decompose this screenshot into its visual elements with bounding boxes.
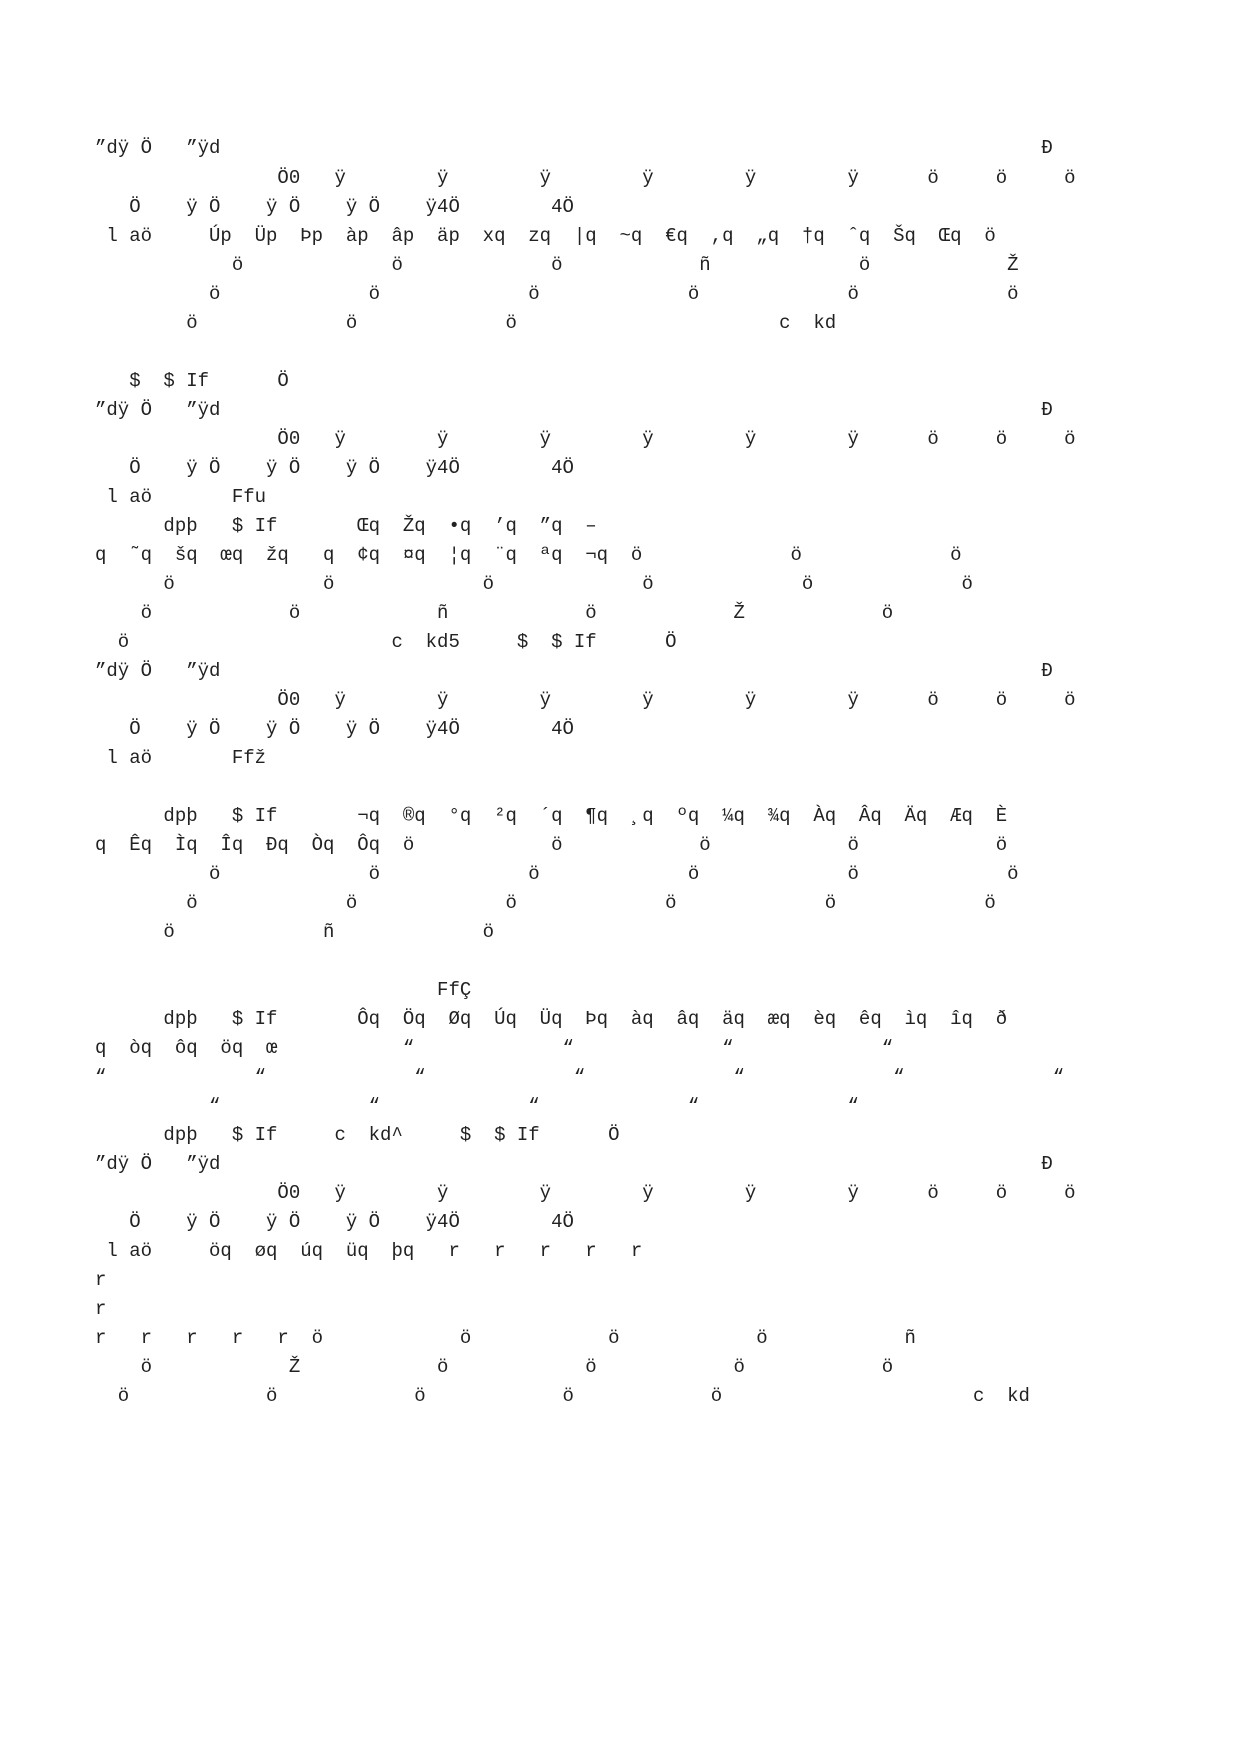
text-line: r r r r r ö ö ö ö ñ xyxy=(95,1327,916,1349)
text-line: “ “ “ “ “ “ “ xyxy=(95,1066,1065,1088)
text-line: l aö Ffž xyxy=(95,747,267,769)
text-line: dpþ $ If ¬q ®q °q ²q ´q ¶q ¸q ºq ¼q ¾q Àq Âq Äq Æq È xyxy=(95,805,1008,827)
text-line: ö ö ö c kd xyxy=(95,312,837,334)
text-line: dpþ $ If c kd^ $ $ If Ö xyxy=(95,1124,620,1146)
text-line: Ö ÿ Ö ÿ Ö ÿ Ö ÿ4Ö 4Ö xyxy=(95,196,574,218)
text-line: ö ö ö ñ ö Ž xyxy=(95,254,1019,276)
text-line: $ $ If Ö xyxy=(95,370,289,392)
text-line xyxy=(95,340,1155,364)
text-line: ”dÿ Ö ”ÿd Ð xyxy=(95,399,1053,421)
text-line: Ö0 ÿ ÿ ÿ ÿ ÿ ÿ ö ö ö xyxy=(95,689,1076,711)
text-line xyxy=(95,949,1155,973)
text-line: ö ö ö ö ö ö xyxy=(95,573,973,595)
text-line: ö c kd5 $ $ If Ö xyxy=(95,631,677,653)
text-line: Ö ÿ Ö ÿ Ö ÿ Ö ÿ4Ö 4Ö xyxy=(95,718,574,740)
text-line: dpþ $ If Ôq Öq Øq Úq Üq Þq àq âq äq æq èq êq ìq îq ð xyxy=(95,1008,1008,1030)
text-line: Ö0 ÿ ÿ ÿ ÿ ÿ ÿ ö ö ö xyxy=(95,167,1076,189)
text-line: ö ö ö ö ö ö xyxy=(95,863,1019,885)
text-line: ”dÿ Ö ”ÿd Ð xyxy=(95,137,1053,159)
text-line: l aö Ffu xyxy=(95,486,267,508)
text-line: Ö0 ÿ ÿ ÿ ÿ ÿ ÿ ö ö ö xyxy=(95,1182,1076,1204)
text-line: Ö0 ÿ ÿ ÿ ÿ ÿ ÿ ö ö ö xyxy=(95,428,1076,450)
text-line: Ö ÿ Ö ÿ Ö ÿ Ö ÿ4Ö 4Ö xyxy=(95,1211,574,1233)
text-line: ”dÿ Ö ”ÿd Ð xyxy=(95,1153,1053,1175)
text-line: ö ö ö ö ö c kd xyxy=(95,1385,1030,1407)
text-line: l aö öq øq úq üq þq r r r r r xyxy=(95,1240,643,1262)
text-line: “ “ “ “ “ xyxy=(95,1095,859,1117)
text-line xyxy=(95,775,1155,799)
text-line: ö ñ ö xyxy=(95,921,495,943)
text-line: ö ö ñ ö Ž ö xyxy=(95,602,894,624)
text-line: ö ö ö ö ö ö xyxy=(95,283,1019,305)
text-line: ”dÿ Ö ”ÿd Ð xyxy=(95,660,1053,682)
text-line: ö ö ö ö ö ö xyxy=(95,892,996,914)
text-line: q òq ôq öq œ “ “ “ “ xyxy=(95,1037,894,1059)
text-line: FfÇ xyxy=(95,979,472,1001)
text-line: r xyxy=(95,1298,107,1320)
text-line: l aö Úp Üp Þp àp âp äp xq zq |q ~q €q ,q „q †q ˆq Šq Œq ö xyxy=(95,225,996,247)
text-line: dpþ $ If Œq Žq •q ’q ”q – xyxy=(95,515,597,537)
text-line: q ˜q šq œq žq q ¢q ¤q ¦q ¨q ªq ¬q ö ö ö xyxy=(95,544,962,566)
text-line: q Êq Ìq Îq Ðq Òq Ôq ö ö ö ö ö xyxy=(95,834,1008,856)
text-line: Ö ÿ Ö ÿ Ö ÿ Ö ÿ4Ö 4Ö xyxy=(95,457,574,479)
text-line: r xyxy=(95,1269,107,1291)
text-line: ö Ž ö ö ö ö xyxy=(95,1356,894,1378)
